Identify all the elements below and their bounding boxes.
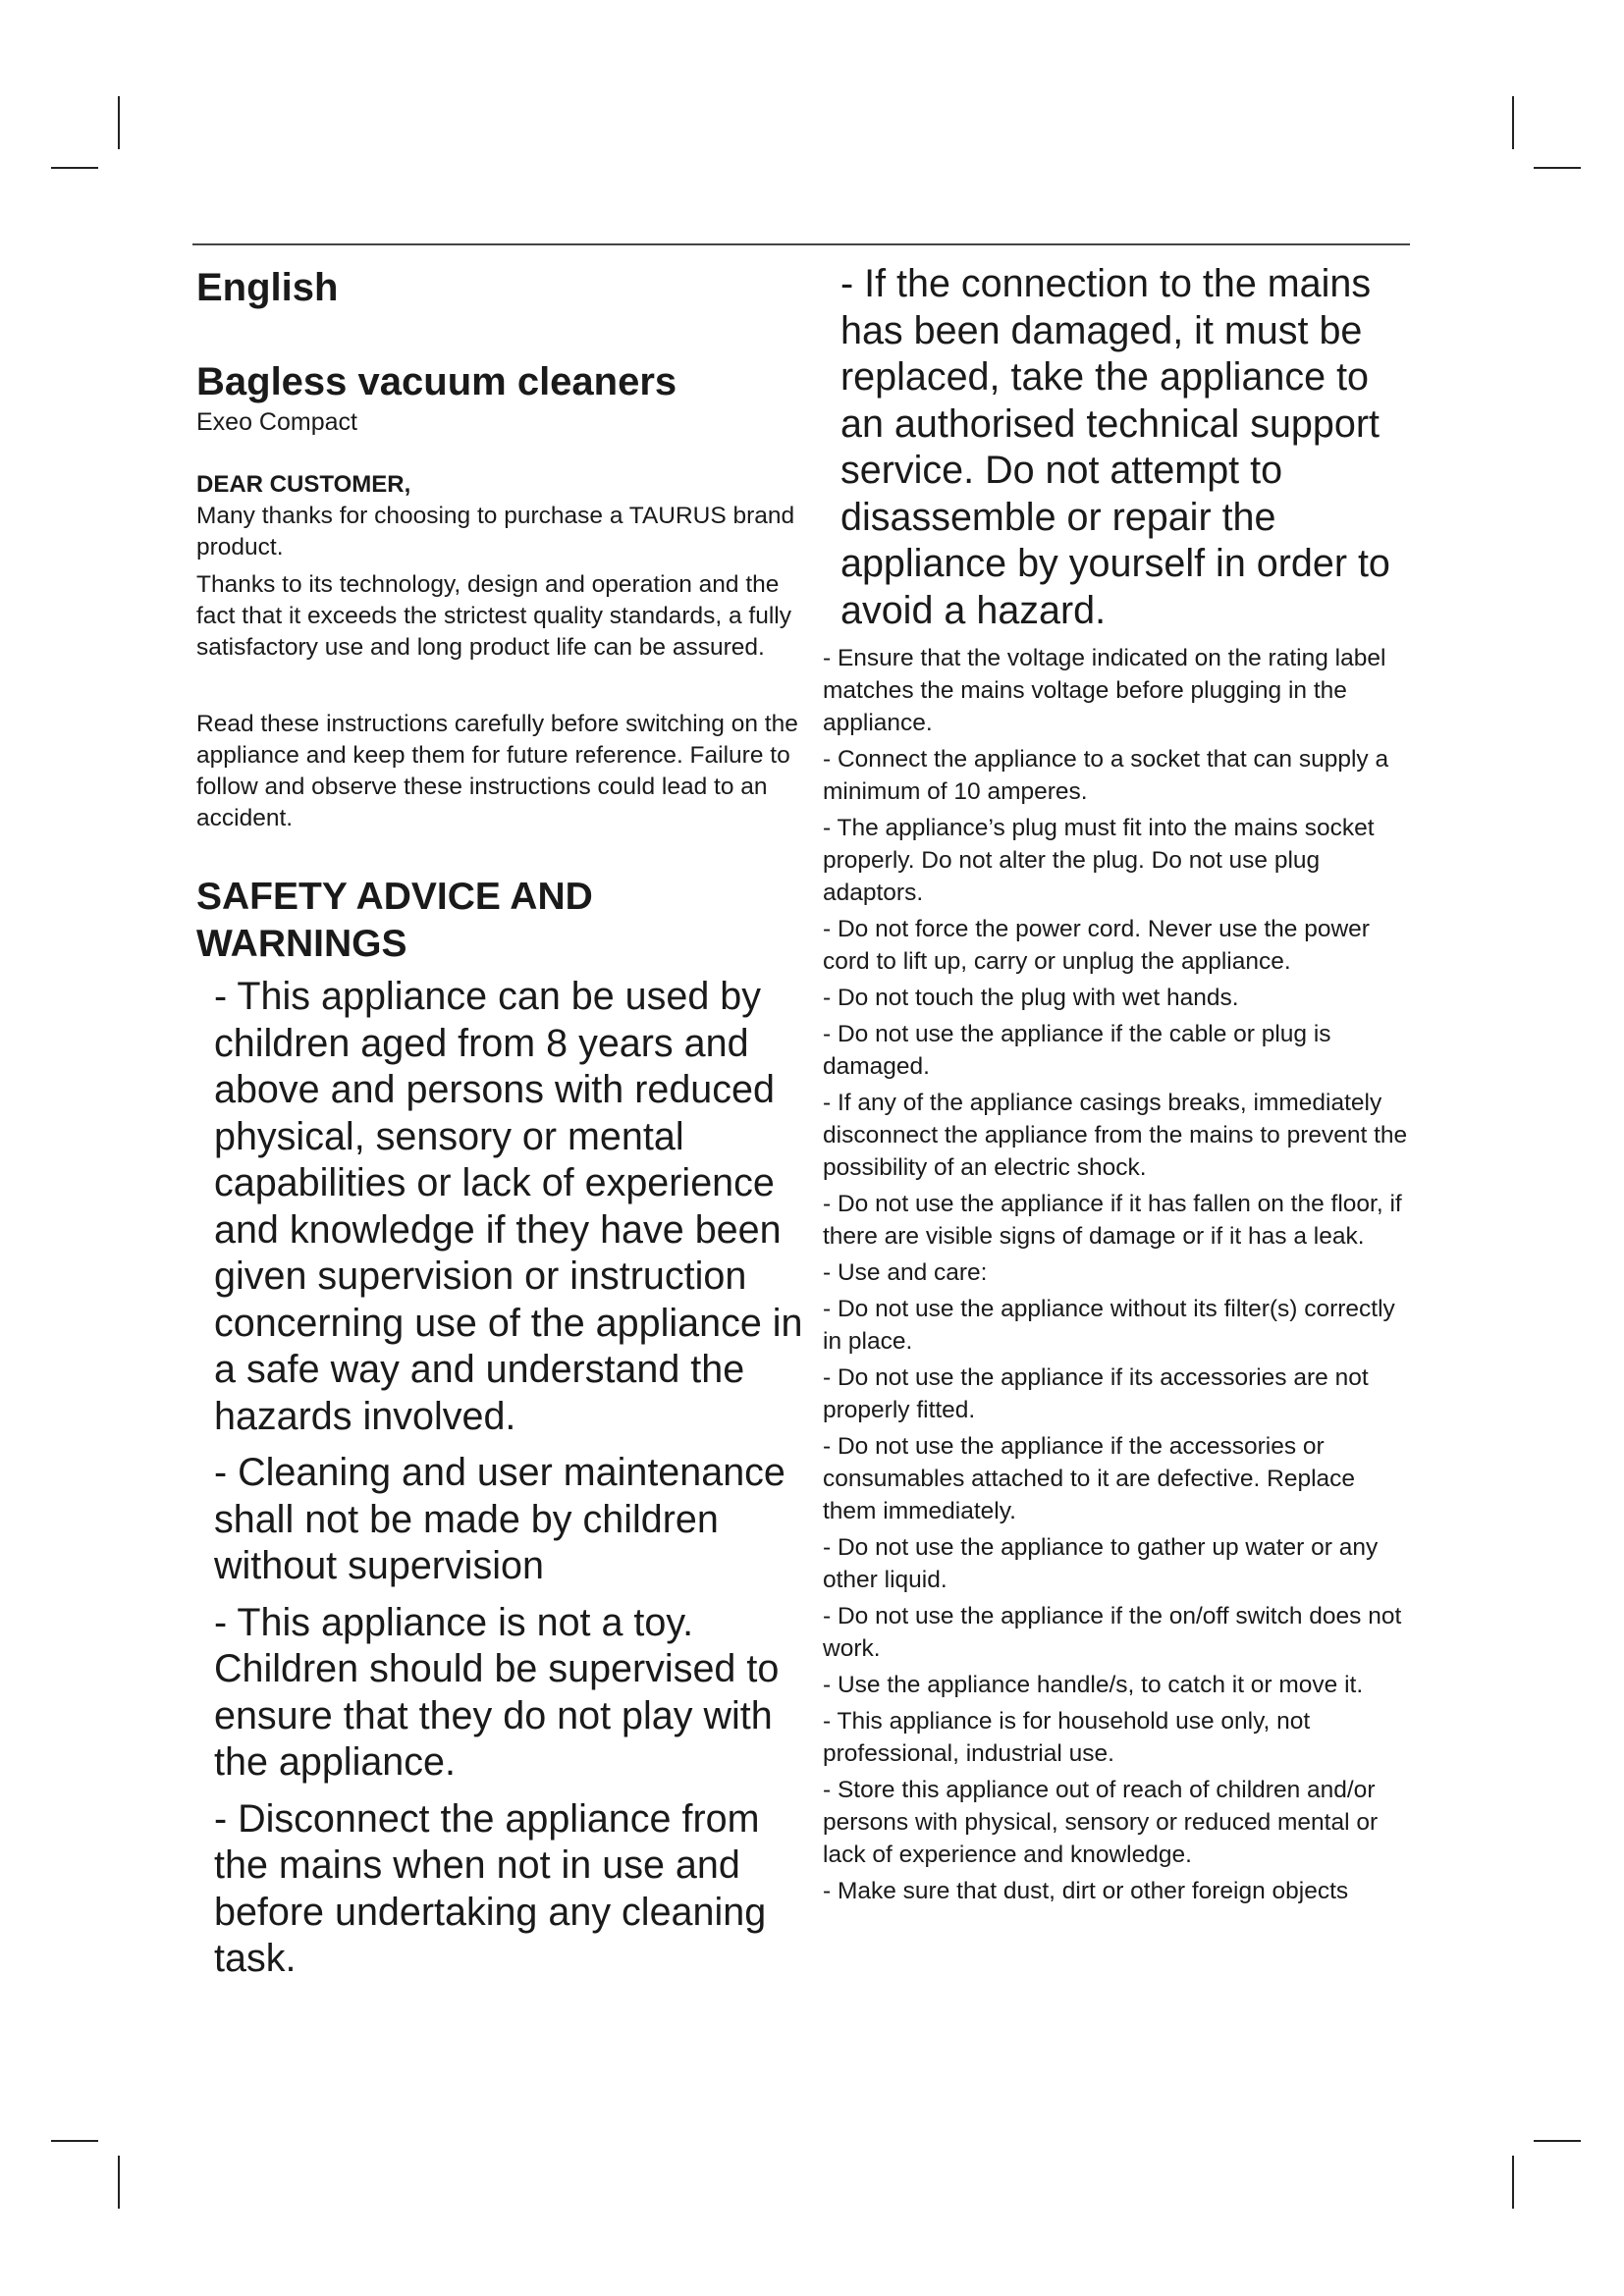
list-item: - Do not use the appliance if it has fallen on the floor, if there are visible signs of damage or if it has a leak. bbox=[823, 1191, 1402, 1250]
list-item: - If the connection to the mains has been damaged, it must be replaced, take the appliance to an authorised technical support service. Do not attempt to disassemble or repair the appliance by yourself in order to avoid a hazard. bbox=[840, 262, 1390, 632]
list-item: - This appliance is not a toy. Children should be supervised to ensure that they do not play with the appliance. bbox=[214, 1600, 780, 1784]
crop-mark-top-right-vertical bbox=[1512, 96, 1514, 149]
list-item: - This appliance is for household use only, not professional, industrial use. bbox=[823, 1708, 1311, 1767]
list-item: - Do not touch the plug with wet hands. bbox=[823, 985, 1239, 1011]
right-column bbox=[823, 261, 1412, 1911]
crop-mark-top-left-vertical bbox=[118, 96, 120, 149]
list-item: - Do not use the appliance to gather up water or any other liquid. bbox=[823, 1534, 1379, 1593]
crop-mark-top-right-horizontal bbox=[1534, 167, 1581, 169]
header-rule bbox=[192, 243, 1410, 245]
list-item: - Do not use the appliance if its accessories are not properly fitted. bbox=[823, 1364, 1369, 1423]
list-item: - The appliance’s plug must fit into the mains socket properly. Do not alter the plug. Do not use plug adaptors. bbox=[823, 815, 1375, 906]
language-heading: English bbox=[196, 266, 339, 309]
list-item: - Use and care: bbox=[823, 1259, 988, 1286]
top-warning-list bbox=[823, 261, 1412, 634]
list-item: - Connect the appliance to a socket that can supply a minimum of 10 amperes. bbox=[823, 746, 1389, 805]
list-item: - Store this appliance out of reach of children and/or persons with physical, sensory or reduced mental or lack of experience and knowledge. bbox=[823, 1777, 1379, 1868]
list-item: - Cleaning and user maintenance shall not be made by children without supervision bbox=[214, 1451, 785, 1587]
list-item: - Use the appliance handle/s, to catch it or move it. bbox=[823, 1672, 1364, 1698]
list-item: - Do not use the appliance if the accessories or consumables attached to it are defective. Replace them immediately. bbox=[823, 1433, 1356, 1524]
instructions-paragraph: Read these instructions carefully before switching on the appliance and keep them for future reference. Failure to follow and observe these instructions could lead to an accident. bbox=[196, 711, 798, 831]
list-item: - Do not use the appliance if the cable or plug is damaged. bbox=[823, 1021, 1331, 1080]
left-column bbox=[196, 263, 805, 1993]
intro-paragraph: Thanks to its technology, design and operation and the fact that it exceeds the strictest quality standards, a fully satisfactory use and long product life can be assured. bbox=[196, 571, 791, 661]
crop-mark-bottom-left-vertical bbox=[118, 2156, 120, 2209]
product-title: Bagless vacuum cleaners bbox=[196, 360, 677, 403]
list-item: - Make sure that dust, dirt or other foreign objects bbox=[823, 1878, 1349, 1904]
crop-mark-top-left-horizontal bbox=[51, 167, 98, 169]
list-item: - Do not use the appliance if the on/off switch does not work. bbox=[823, 1603, 1402, 1662]
model-name: Exeo Compact bbox=[196, 408, 357, 436]
crop-mark-bottom-right-vertical bbox=[1512, 2156, 1514, 2209]
list-item: - Ensure that the voltage indicated on the rating label matches the mains voltage before plugging in the appliance. bbox=[823, 645, 1386, 736]
crop-mark-bottom-right-horizontal bbox=[1534, 2140, 1581, 2142]
greeting: DEAR CUSTOMER, bbox=[196, 471, 411, 498]
safety-heading: SAFETY ADVICE AND WARNINGS bbox=[196, 876, 593, 965]
list-item: - Do not use the appliance without its filter(s) correctly in place. bbox=[823, 1296, 1395, 1355]
safety-items-list bbox=[823, 642, 1412, 1907]
list-item: - Disconnect the appliance from the mains when not in use and before undertaking any cleaning task. bbox=[214, 1796, 767, 1980]
intro-paragraph: Many thanks for choosing to purchase a TAURUS brand product. bbox=[196, 503, 795, 561]
warnings-list bbox=[196, 974, 805, 1983]
list-item: - If any of the appliance casings breaks, immediately disconnect the appliance from the mains to prevent the possibility of an electric shock. bbox=[823, 1090, 1408, 1181]
crop-mark-bottom-left-horizontal bbox=[51, 2140, 98, 2142]
list-item: - This appliance can be used by children aged from 8 years and above and persons with reduced physical, sensory or mental capabilities or lack of experience and knowledge if they have been given supervision or instruction concerning use of the appliance in a safe way and understand the hazards involved. bbox=[214, 975, 803, 1438]
list-item: - Do not force the power cord. Never use the power cord to lift up, carry or unplug the appliance. bbox=[823, 916, 1370, 975]
